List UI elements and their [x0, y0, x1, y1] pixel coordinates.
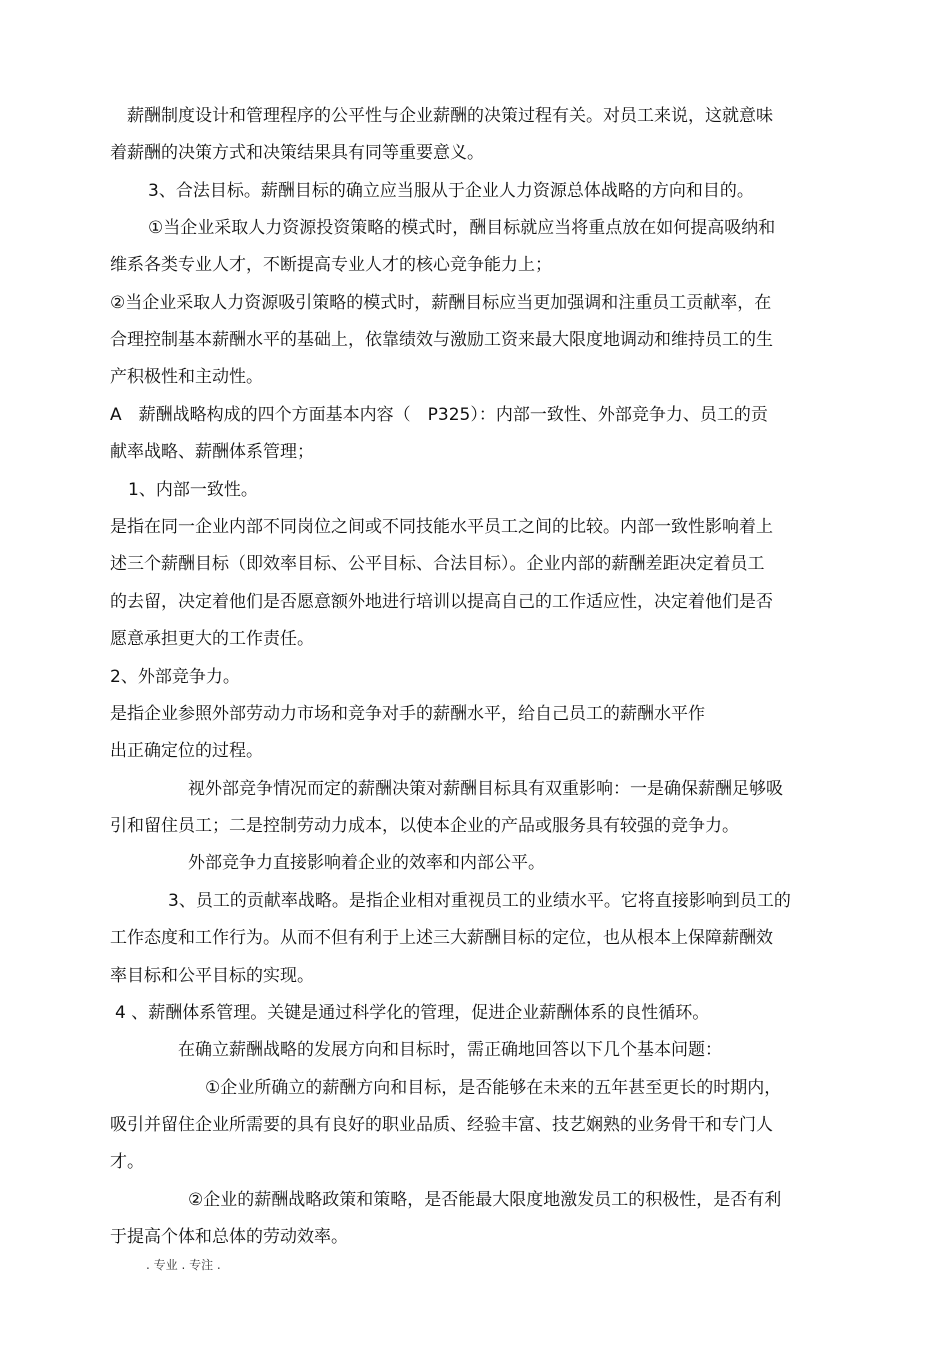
- text-line: 是指企业参照外部劳动力市场和竞争对手的薪酬水平，给自己员工的薪酬水平作: [110, 704, 705, 724]
- text-line: 产积极性和主动性。: [110, 367, 263, 387]
- text-line: 合理控制基本薪酬水平的基础上，依靠绩效与激励工资来最大限度地调动和维持员工的生: [110, 330, 773, 350]
- text-line: 薪酬制度设计和管理程序的公平性与企业薪酬的决策过程有关。对员工来说，这就意味: [127, 106, 773, 126]
- section-heading: 3、员工的贡献率战略。是指企业相对重视员工的业绩水平。它将直接影响到员工的: [168, 891, 791, 911]
- text-line: 吸引并留住企业所需要的具有良好的职业品质、经验丰富、技艺娴熟的业务骨干和专门人: [110, 1115, 773, 1135]
- text-line: ②企业的薪酬战略政策和策略，是否能最大限度地激发员工的积极性，是否有利: [188, 1190, 782, 1210]
- text-line: ②当企业采取人力资源吸引策略的模式时，薪酬目标应当更加强调和注重员工贡献率，在: [110, 293, 772, 313]
- page-footer: . 专业 . 专注 .: [146, 1258, 221, 1272]
- text-line: 述三个薪酬目标（即效率目标、公平目标、合法目标）。企业内部的薪酬差距决定着员工: [110, 554, 765, 574]
- text-line: 着薪酬的决策方式和决策结果具有同等重要意义。: [110, 143, 484, 163]
- text-line: 率目标和公平目标的实现。: [110, 966, 314, 986]
- text-line: 工作态度和工作行为。从而不但有利于上述三大薪酬目标的定位，也从根本上保障薪酬效: [110, 928, 773, 948]
- text-line: 是指在同一企业内部不同岗位之间或不同技能水平员工之间的比较。内部一致性影响着上: [110, 517, 773, 537]
- text-line: ①企业所确立的薪酬方向和目标，是否能够在未来的五年甚至更长的时期内，: [205, 1078, 782, 1098]
- text-line: 外部竞争力直接影响着企业的效率和内部公平。: [188, 853, 545, 873]
- text-line: 3、合法目标。薪酬目标的确立应当服从于企业人力资源总体战略的方向和目的。: [148, 181, 754, 201]
- text-line: 视外部竞争情况而定的薪酬决策对薪酬目标具有双重影响：一是确保薪酬足够吸: [188, 779, 783, 799]
- text-line: 于提高个体和总体的劳动效率。: [110, 1227, 348, 1247]
- text-line: A 薪酬战略构成的四个方面基本内容（ P325）：内部一致性、外部竞争力、员工的贡: [110, 405, 768, 425]
- text-line: 维系各类专业人才，不断提高专业人才的核心竞争能力上；: [110, 255, 552, 275]
- text-line: ①当企业采取人力资源投资策略的模式时，酬目标就应当将重点放在如何提高吸纳和: [148, 218, 776, 238]
- text-line: 才。: [110, 1152, 144, 1172]
- text-line: 引和留住员工；二是控制劳动力成本，以使本企业的产品或服务具有较强的竞争力。: [110, 816, 739, 836]
- text-line: 愿意承担更大的工作责任。: [110, 629, 314, 649]
- section-heading: 4 、薪酬体系管理。关键是通过科学化的管理，促进企业薪酬体系的良性循环。: [115, 1003, 710, 1023]
- text-line: 的去留，决定着他们是否愿意额外地进行培训以提高自己的工作适应性，决定着他们是否: [110, 592, 773, 612]
- text-line: 在确立薪酬战略的发展方向和目标时，需正确地回答以下几个基本问题：: [178, 1040, 722, 1060]
- text-line: 出正确定位的过程。: [110, 741, 263, 761]
- section-heading: 1、内部一致性。: [128, 480, 258, 500]
- section-heading: 2、外部竞争力。: [110, 667, 240, 687]
- text-line: 献率战略、薪酬体系管理；: [110, 442, 314, 462]
